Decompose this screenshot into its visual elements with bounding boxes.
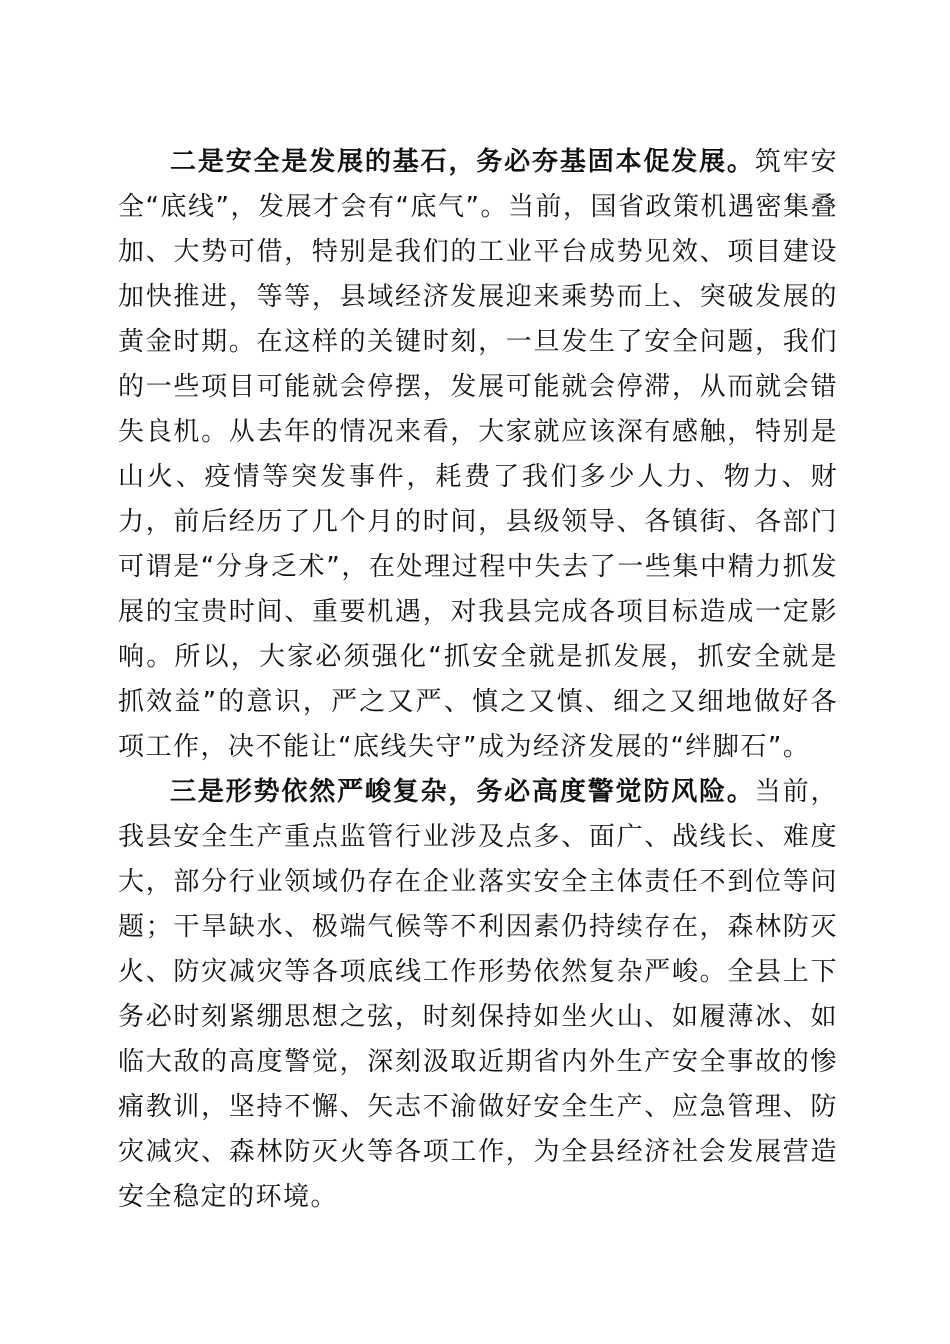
- paragraph-three-heading: 三是形势依然严峻复杂，务必高度警觉防风险。: [170, 777, 755, 807]
- paragraph-two: [118, 140, 838, 770]
- paragraph-three: [118, 770, 838, 1220]
- paragraph-two-text: 筑牢安全“底线”，发展才会有“底气”。当前，国省政策机遇密集叠加、大势可借，特别是我们的工业平台成势见效、项目建设加快推进，等等，县域经济发展迎来乘势而上、突破发展的黄金时期。在这样的关键时刻，一旦发生了安全问题，我们的一些项目可能就会停摆，发展可能就会停滞，从而就会错失良机。从去年的情况来看，大家就应该深有感触，特别是山火、疫情等突发事件，耗费了我们多少人力、物力、财力，前后经历了几个月的时间，县级领导、各镇街、各部门可谓是“分身乏术”，在处理过程中失去了一些集中精力抓发展的宝贵时间、重要机遇，对我县完成各项目标造成一定影响。所以，大家必须强化“抓安全就是抓发展，抓安全就是抓效益”的意识，严之又严、慎之又慎、细之又细地做好各项工作，决不能让“底线失守”成为经济发展的“绊脚石”。: [118, 147, 838, 762]
- paragraph-two-heading: 二是安全是发展的基石，务必夯基固本促发展。: [170, 147, 755, 177]
- paragraph-three-text: 当前，我县安全生产重点监管行业涉及点多、面广、战线长、难度大，部分行业领域仍存在企业落实安全主体责任不到位等问题；干旱缺水、极端气候等不利因素仍持续存在，森林防灭火、防灾减灾等各项底线工作形势依然复杂严峻。全县上下务必时刻紧绷思想之弦，时刻保持如坐火山、如履薄冰、如临大敌的高度警觉，深刻汲取近期省内外生产安全事故的惨痛教训，坚持不懈、矢志不渝做好安全生产、应急管理、防灾减灾、森林防灭火等各项工作，为全县经济社会发展营造安全稳定的环境。: [118, 777, 838, 1212]
- document-body: [118, 140, 838, 1220]
